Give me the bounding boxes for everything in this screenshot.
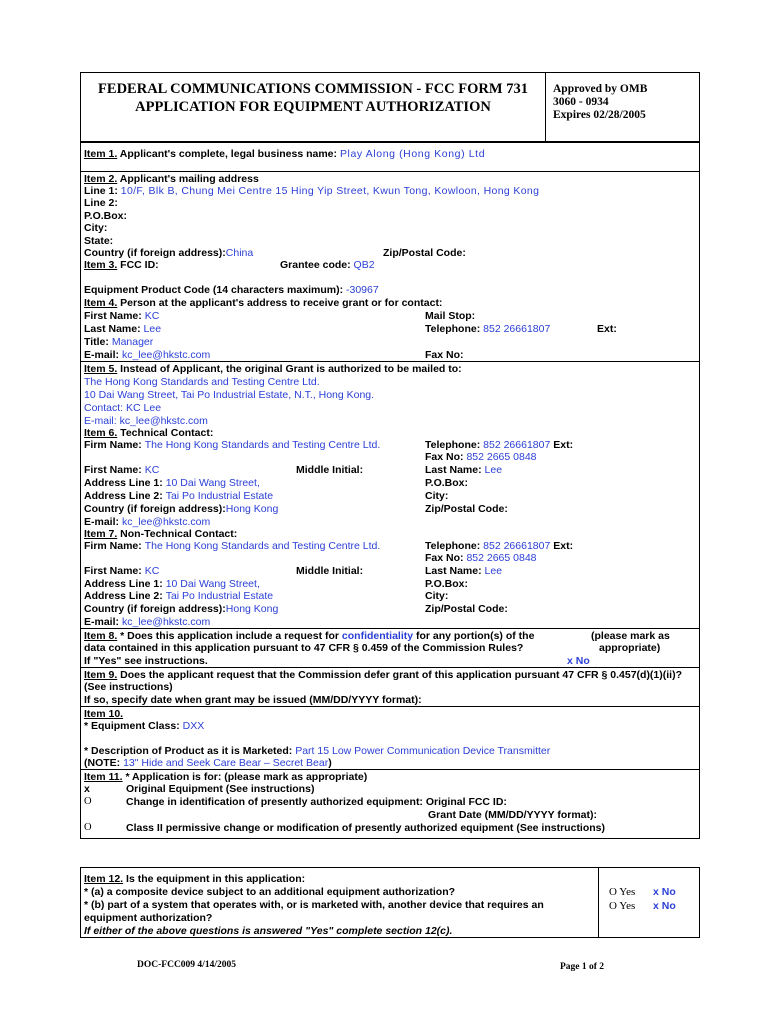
item8-question: Item 8. * Does this application include a request for confidentiality for any portion(s) of the [84, 630, 535, 642]
form-title-line1: FEDERAL COMMUNICATIONS COMMISSION - FCC FORM 731 [98, 81, 528, 97]
state-label: State: [84, 235, 114, 247]
tech-telephone-value[interactable]: 852 26661807 [483, 439, 551, 451]
tech-city: City: [425, 490, 449, 502]
form-header [80, 72, 700, 142]
header-divider [545, 73, 546, 142]
item12-label: Item 12. Is the equipment in this application: [84, 873, 306, 885]
product-description-value[interactable]: Part 15 Low Power Communication Device Transmitter [295, 745, 551, 757]
nontech-address2-value[interactable]: Tai Po Industrial Estate [165, 590, 274, 602]
tech-first-name-value[interactable]: KC [144, 464, 160, 476]
confidentiality-no-checkbox[interactable]: x No [567, 655, 590, 667]
nontech-pobox: P.O.Box: [425, 578, 468, 590]
divider [81, 361, 699, 362]
item8-line2: data contained in this application pursuant to 47 CFR § 0.459 of the Commission Rules? [84, 642, 524, 654]
tech-fax: Fax No: 852 2665 0848 [425, 451, 537, 463]
page-number: Page 1 of 2 [560, 962, 605, 972]
system-no-checkbox[interactable]: x No [653, 900, 676, 912]
item1-label: Item 1. Applicant's complete, legal business name: Play Along (Hong Kong) Ltd [84, 148, 486, 160]
contact-email: E-mail: kc_lee@hkstc.com [84, 349, 211, 361]
contact-telephone: Telephone: 852 26661807 [425, 323, 551, 335]
item12-note: If either of the above questions is answered "Yes" complete section 12(c). [84, 925, 453, 937]
title-value[interactable]: Manager [111, 336, 154, 348]
omb-number: 3060 - 0934 [553, 96, 609, 108]
form-title-line2: APPLICATION FOR EQUIPMENT AUTHORIZATION [135, 99, 491, 115]
first-name-value[interactable]: KC [144, 310, 160, 322]
contact-last-name: Last Name: Lee [84, 323, 162, 335]
address-line2-label: Line 2: [84, 197, 118, 209]
nontech-address1: Address Line 1: 10 Dai Wang Street, [84, 578, 260, 590]
item6-label: Item 6. Technical Contact: [84, 427, 214, 439]
change-id-label: Change in identification of presently authorized equipment: Original FCC ID: [126, 796, 507, 808]
tech-last-name: Last Name: Lee [425, 464, 503, 476]
nontech-email: E-mail: kc_lee@hkstc.com [84, 616, 211, 628]
product-note: (NOTE: 13" Hide and Seek Care Bear – Secret Bear) [84, 757, 332, 769]
contact-title: Title: Manager [84, 336, 154, 348]
tech-firm-value[interactable]: The Hong Kong Standards and Testing Centre Ltd. [144, 439, 381, 451]
grant-mail-line1[interactable]: The Hong Kong Standards and Testing Centre Ltd. [84, 376, 320, 388]
product-note-value[interactable]: 13" Hide and Seek Care Bear – Secret Bear [123, 757, 329, 769]
product-code-value[interactable]: -30967 [345, 284, 379, 296]
document-id: DOC-FCC009 4/14/2005 [137, 960, 236, 970]
item12-question-b2: equipment authorization? [84, 912, 213, 924]
omb-approval: Approved by OMB [553, 83, 648, 95]
omb-expiry: Expires 02/28/2005 [553, 109, 646, 121]
form-body [80, 142, 700, 839]
composite-yes-radio[interactable]: O Yes [609, 886, 636, 898]
nontech-fax-value[interactable]: 852 2665 0848 [466, 552, 537, 564]
mail-stop-label: Mail Stop: [425, 310, 476, 322]
tech-country: Country (if foreign address):Hong Kong [84, 503, 279, 515]
equipment-class: * Equipment Class: DXX [84, 720, 205, 732]
grant-mail-line4[interactable]: E-mail: kc_lee@hkstc.com [84, 415, 208, 427]
nontech-address2: Address Line 2: Tai Po Industrial Estate [84, 590, 274, 602]
telephone-value[interactable]: 852 26661807 [483, 323, 551, 335]
tech-address1: Address Line 1: 10 Dai Wang Street, [84, 477, 260, 489]
item12-section [80, 867, 700, 938]
item8-mark-hint1: (please mark as [591, 630, 670, 642]
grant-date-label: Grant Date (MM/DD/YYYY format): [428, 809, 597, 821]
nontech-last-name-value[interactable]: Lee [484, 565, 503, 577]
tech-telephone: Telephone: 852 26661807 Ext: [425, 439, 574, 451]
tech-address2: Address Line 2: Tai Po Industrial Estate [84, 490, 274, 502]
class2-change-label: Class II permissive change or modification of presently authorized equipment (See instructions) [126, 822, 606, 834]
nontech-firm: Firm Name: The Hong Kong Standards and Testing Centre Ltd. [84, 540, 381, 552]
pobox-label: P.O.Box: [84, 210, 127, 222]
item9-question: Item 9. Does the applicant request that the Commission defer grant of this application pursuant 47 CFR § 0.457(d)(1)(ii)? [84, 669, 683, 681]
country-value[interactable]: China [225, 247, 254, 259]
divider [81, 628, 699, 629]
item7-label: Item 7. Non-Technical Contact: [84, 528, 238, 540]
nontech-middle-initial: Middle Initial: [296, 565, 364, 577]
tech-last-name-value[interactable]: Lee [484, 464, 503, 476]
product-code: Equipment Product Code (14 characters maximum): -30967 [84, 284, 379, 296]
nontech-zip: Zip/Postal Code: [425, 603, 508, 615]
tech-zip: Zip/Postal Code: [425, 503, 508, 515]
item4-label: Item 4. Person at the applicant's address to receive grant or for contact: [84, 297, 443, 309]
item11-label: Item 11. * Application is for: (please mark as appropriate) [84, 771, 368, 783]
contact-first-name: First Name: KC [84, 310, 160, 322]
nontech-email-value[interactable]: kc_lee@hkstc.com [121, 616, 211, 628]
nontech-telephone-value[interactable]: 852 26661807 [483, 540, 551, 552]
nontech-telephone: Telephone: 852 26661807 Ext: [425, 540, 574, 552]
tech-pobox: P.O.Box: [425, 477, 468, 489]
divider [81, 171, 699, 172]
nontech-firm-value[interactable]: The Hong Kong Standards and Testing Centre Ltd. [144, 540, 381, 552]
tech-country-value[interactable]: Hong Kong [225, 503, 279, 515]
equipment-class-value[interactable]: DXX [182, 720, 205, 732]
nontech-country: Country (if foreign address):Hong Kong [84, 603, 279, 615]
divider [81, 706, 699, 707]
country-field: Country (if foreign address):China [84, 247, 254, 259]
composite-no-checkbox[interactable]: x No [653, 886, 676, 898]
class2-change-radio[interactable]: O [84, 822, 92, 833]
nontech-country-value[interactable]: Hong Kong [225, 603, 279, 615]
item12-divider [598, 868, 599, 938]
address-line1-value[interactable]: 10/F, Blk B, Chung Mei Centre 15 Hing Yip Street, Kwun Tong, Kowloon, Hong Kong [120, 185, 540, 197]
tech-fax-value[interactable]: 852 2665 0848 [466, 451, 537, 463]
product-description: * Description of Product as it is Marketed: Part 15 Low Power Communication Device Transmitter [84, 745, 551, 757]
grantee-code-value[interactable]: QB2 [353, 259, 375, 271]
email-value[interactable]: kc_lee@hkstc.com [121, 349, 211, 361]
business-name-value[interactable]: Play Along (Hong Kong) Ltd [339, 148, 486, 160]
nontech-first-name: First Name: KC [84, 565, 160, 577]
nontech-last-name: Last Name: Lee [425, 565, 503, 577]
original-equipment-checkbox[interactable]: x [84, 783, 90, 795]
tech-middle-initial: Middle Initial: [296, 464, 364, 476]
divider [81, 667, 699, 668]
grantee-code: Grantee code: QB2 [280, 259, 375, 271]
item8-line3: If "Yes" see instructions. [84, 655, 208, 667]
grant-mail-line2[interactable]: 10 Dai Wang Street, Tai Po Industrial Estate, N.T., Hong Kong. [84, 389, 375, 401]
zip-label: Zip/Postal Code: [383, 247, 466, 259]
change-id-radio[interactable]: O [84, 796, 92, 807]
ext-label: Ext: [597, 323, 617, 335]
item2-label: Item 2. Applicant's mailing address [84, 173, 259, 185]
tech-firm: Firm Name: The Hong Kong Standards and Testing Centre Ltd. [84, 439, 381, 451]
tech-address1-value[interactable]: 10 Dai Wang Street, [165, 477, 260, 489]
item3-label: Item 3. FCC ID: [84, 259, 159, 271]
item10-label: Item 10. [84, 708, 124, 720]
tech-email-value[interactable]: kc_lee@hkstc.com [121, 516, 211, 528]
item12-question-b1: * (b) part of a system that operates with, or is marketed with, another device that requires an [84, 899, 544, 911]
city-label: City: [84, 222, 108, 234]
confidentiality-link[interactable]: confidentiality [341, 630, 414, 642]
item5-label: Item 5. Instead of Applicant, the original Grant is authorized to be mailed to: [84, 363, 462, 375]
nontech-first-name-value[interactable]: KC [144, 565, 160, 577]
original-equipment-label: Original Equipment (See instructions) [126, 783, 315, 795]
tech-first-name: First Name: KC [84, 464, 160, 476]
last-name-value[interactable]: Lee [143, 323, 162, 335]
item8-mark-hint2: appropriate) [599, 642, 661, 654]
nontech-address1-value[interactable]: 10 Dai Wang Street, [165, 578, 260, 590]
nontech-fax: Fax No: 852 2665 0848 [425, 552, 537, 564]
nontech-city: City: [425, 590, 449, 602]
tech-email: E-mail: kc_lee@hkstc.com [84, 516, 211, 528]
fax-label: Fax No: [425, 349, 464, 361]
divider [81, 769, 699, 770]
system-yes-radio[interactable]: O Yes [609, 900, 636, 912]
item9-line3: If so, specify date when grant may be issued (MM/DD/YYYY format): [84, 694, 422, 706]
tech-address2-value[interactable]: Tai Po Industrial Estate [165, 490, 274, 502]
address-line1: Line 1: 10/F, Blk B, Chung Mei Centre 15 Hing Yip Street, Kwun Tong, Kowloon, Hong Kong [84, 185, 540, 197]
item9-line2: (See instructions) [84, 681, 173, 693]
item12-question-a: * (a) a composite device subject to an additional equipment authorization? [84, 886, 456, 898]
grant-mail-line3[interactable]: Contact: KC Lee [84, 402, 162, 414]
